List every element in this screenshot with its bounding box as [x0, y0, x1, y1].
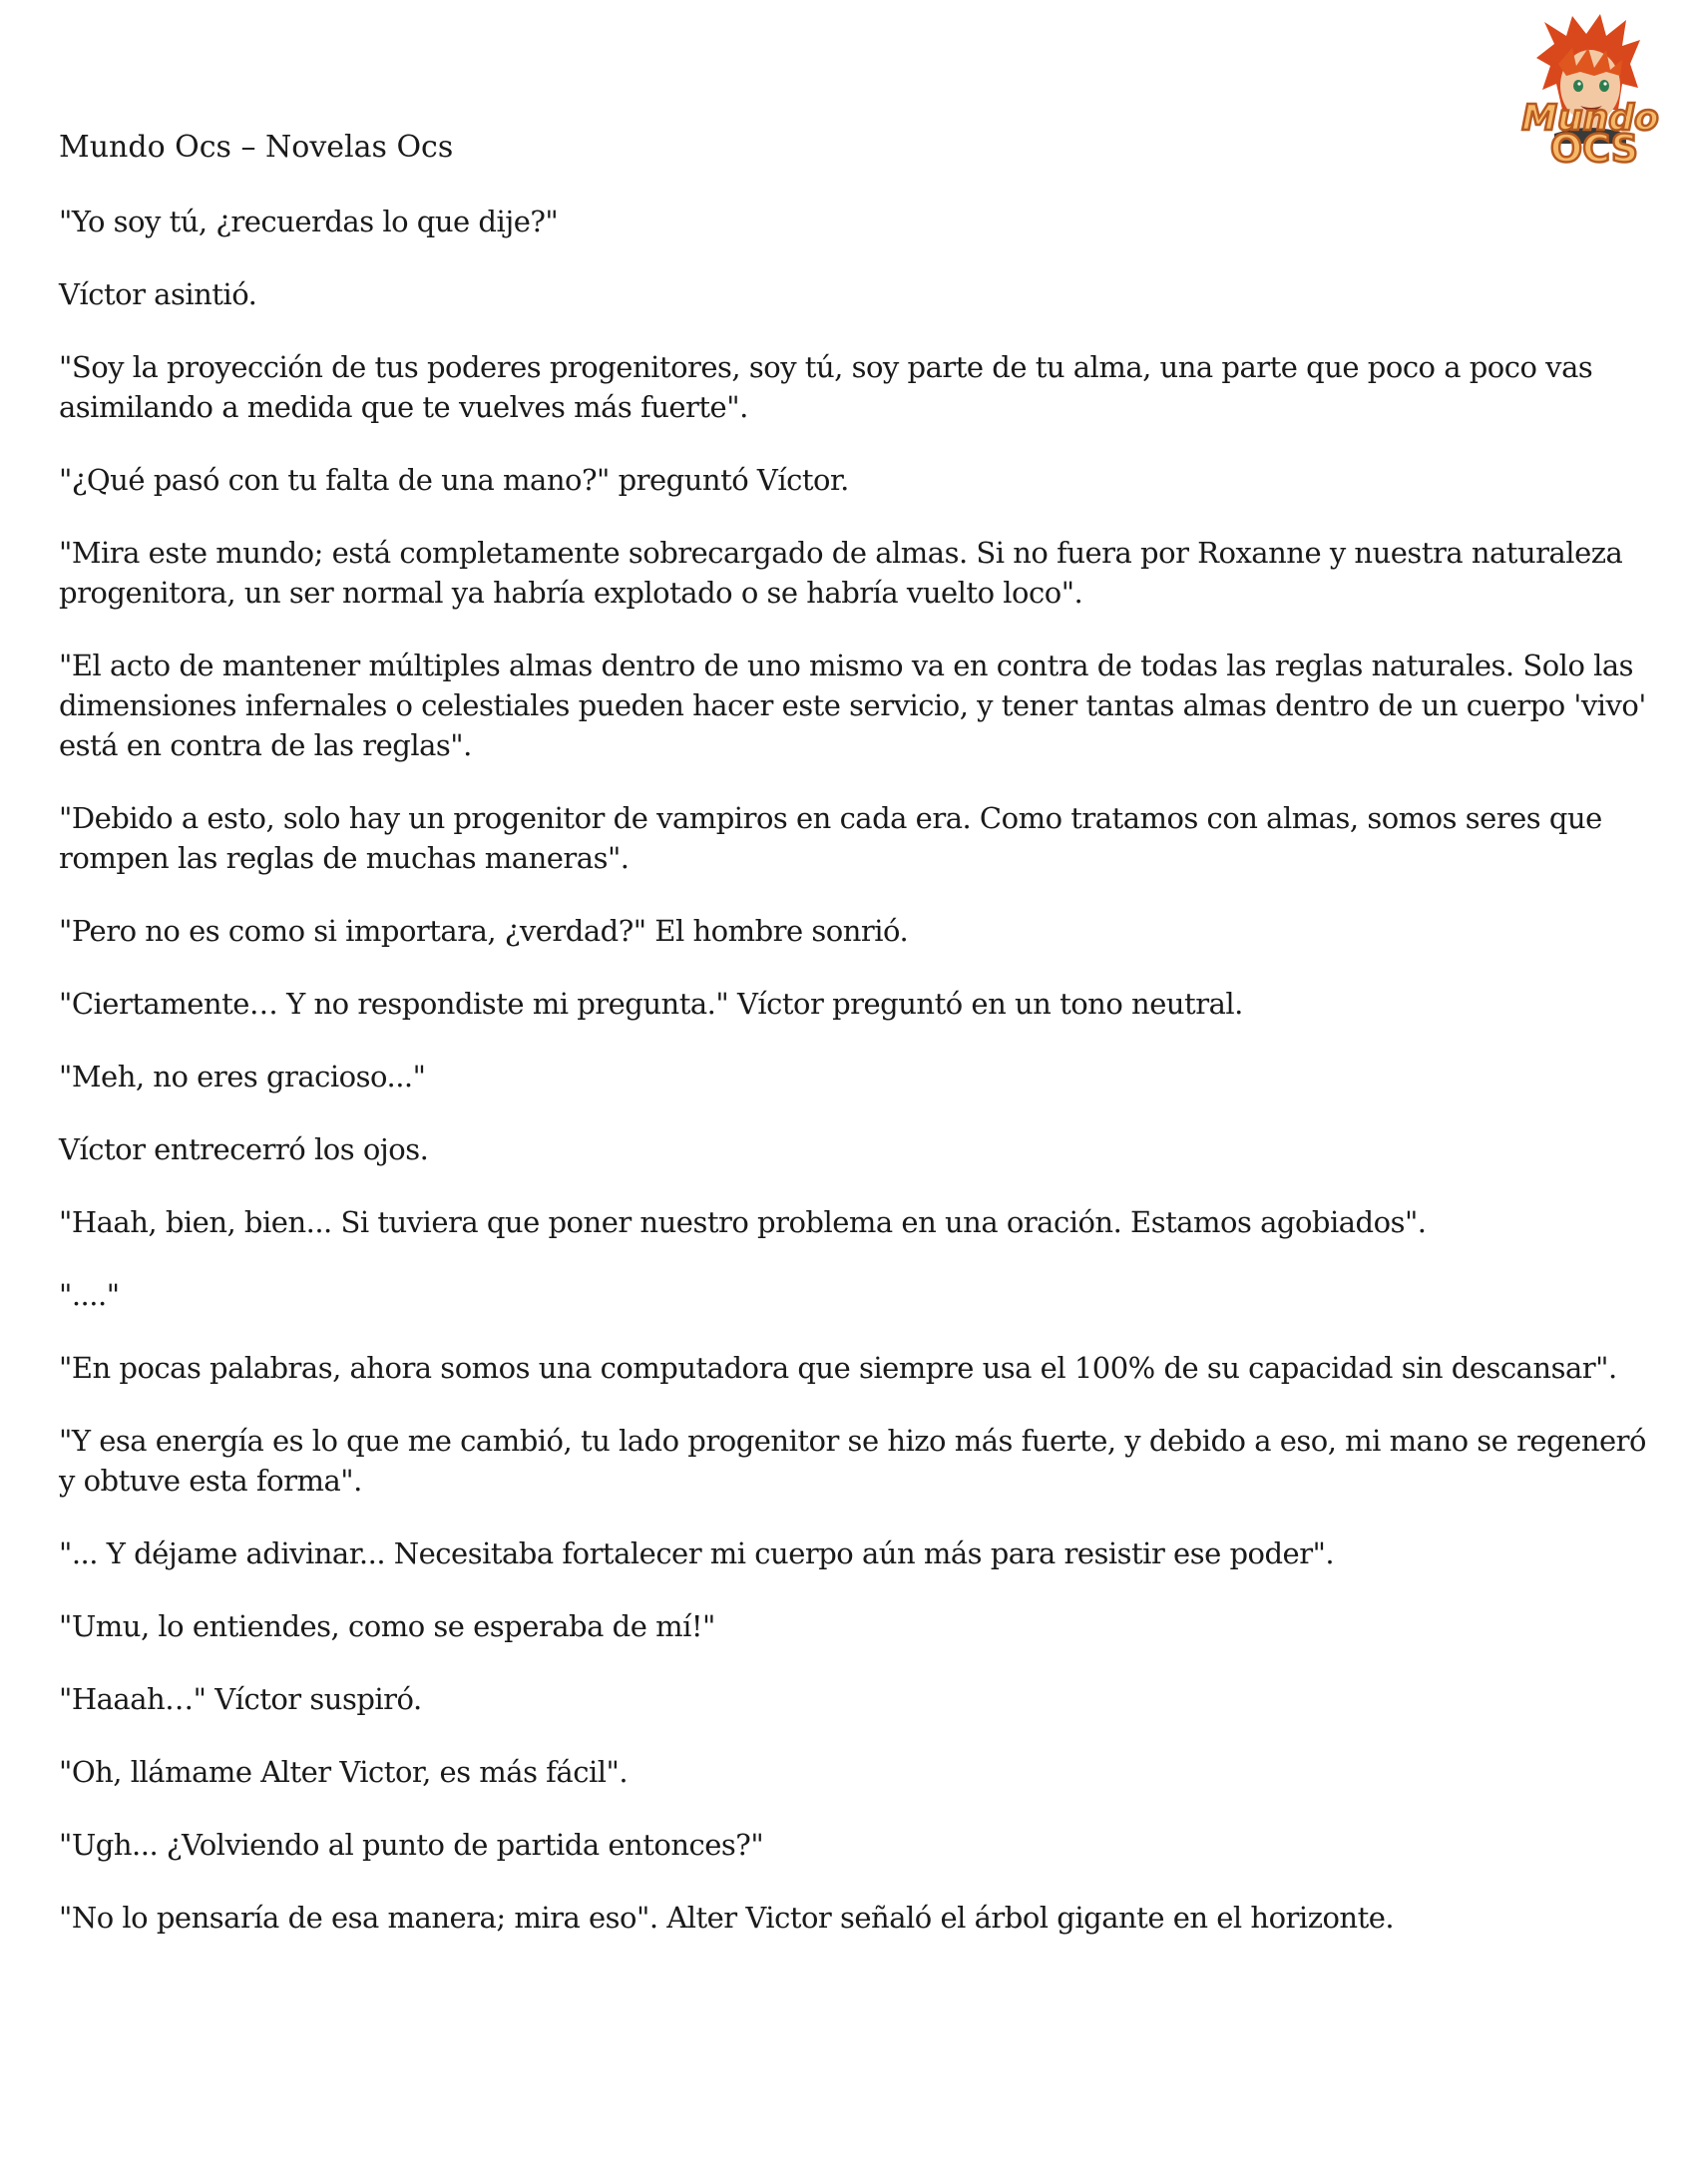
paragraph: "Ugh... ¿Volviendo al punto de partida entonces?" [59, 1828, 764, 1862]
page-header-title: Mundo Ocs – Novelas Ocs [59, 130, 454, 165]
paragraph: "Pero no es como si importara, ¿verdad?" El hombre sonrió. [59, 914, 909, 948]
mundo-ocs-logo-icon [1514, 14, 1666, 174]
paragraph: Víctor entrecerró los ojos. [59, 1132, 429, 1166]
paragraph: "¿Qué pasó con tu falta de una mano?" preguntó Víctor. [59, 463, 849, 497]
paragraph: "En pocas palabras, ahora somos una computadora que siempre usa el 100% de su capacidad sin descansar". [59, 1351, 1617, 1385]
paragraph: "Oh, llámame Alter Victor, es más fácil". [59, 1755, 629, 1789]
paragraph: "Soy la proyección de tus poderes progenitores, soy tú, soy parte de tu alma, una parte que poco a poco vas asimilando a medida que te vuelves más fuerte". [59, 350, 1593, 424]
paragraph: "No lo pensaría de esa manera; mira eso". Alter Victor señaló el árbol gigante en el horizonte. [59, 1901, 1395, 1935]
paragraph: "...." [59, 1278, 120, 1312]
paragraph: "Haah, bien, bien... Si tuviera que poner nuestro problema en una oración. Estamos agobiados". [59, 1205, 1427, 1239]
paragraph: Víctor asintió. [59, 277, 257, 311]
paragraph: "Debido a esto, solo hay un progenitor de vampiros en cada era. Como tratamos con almas, somos seres que rompen las reglas de muchas maneras". [59, 801, 1602, 875]
paragraph: "Yo soy tú, ¿recuerdas lo que dije?" [59, 205, 559, 238]
logo-text-line1: Mundo [1521, 98, 1659, 139]
paragraph: "Meh, no eres gracioso..." [59, 1060, 426, 1093]
paragraph: "Y esa energía es lo que me cambió, tu lado progenitor se hizo más fuerte, y debido a eso, mi mano se regeneró y obtuve esta forma". [59, 1424, 1646, 1498]
paragraph: "Umu, lo entiendes, como se esperaba de mí!" [59, 1609, 715, 1643]
paragraph: "Ciertamente… Y no respondiste mi pregunta." Víctor preguntó en un tono neutral. [59, 987, 1243, 1021]
paragraph: "... Y déjame adivinar... Necesitaba fortalecer mi cuerpo aún más para resistir ese poder". [59, 1536, 1335, 1570]
paragraph: "Mira este mundo; está completamente sobrecargado de almas. Si no fuera por Roxanne y nuestra naturaleza progenitora, un ser normal ya habría explotado o se habría vuelto loco". [59, 536, 1623, 610]
paragraph: "Haaah…" Víctor suspiró. [59, 1682, 422, 1716]
document-body [59, 202, 1655, 1970]
logo-text-line2: OCS [1549, 127, 1639, 171]
paragraph: "El acto de mantener múltiples almas dentro de uno mismo va en contra de todas las reglas naturales. Solo las dimensiones infernales o celestiales pueden hacer este servicio, y tener tantas almas dentro de un cuerpo 'vivo' está en contra de las reglas". [59, 649, 1646, 762]
